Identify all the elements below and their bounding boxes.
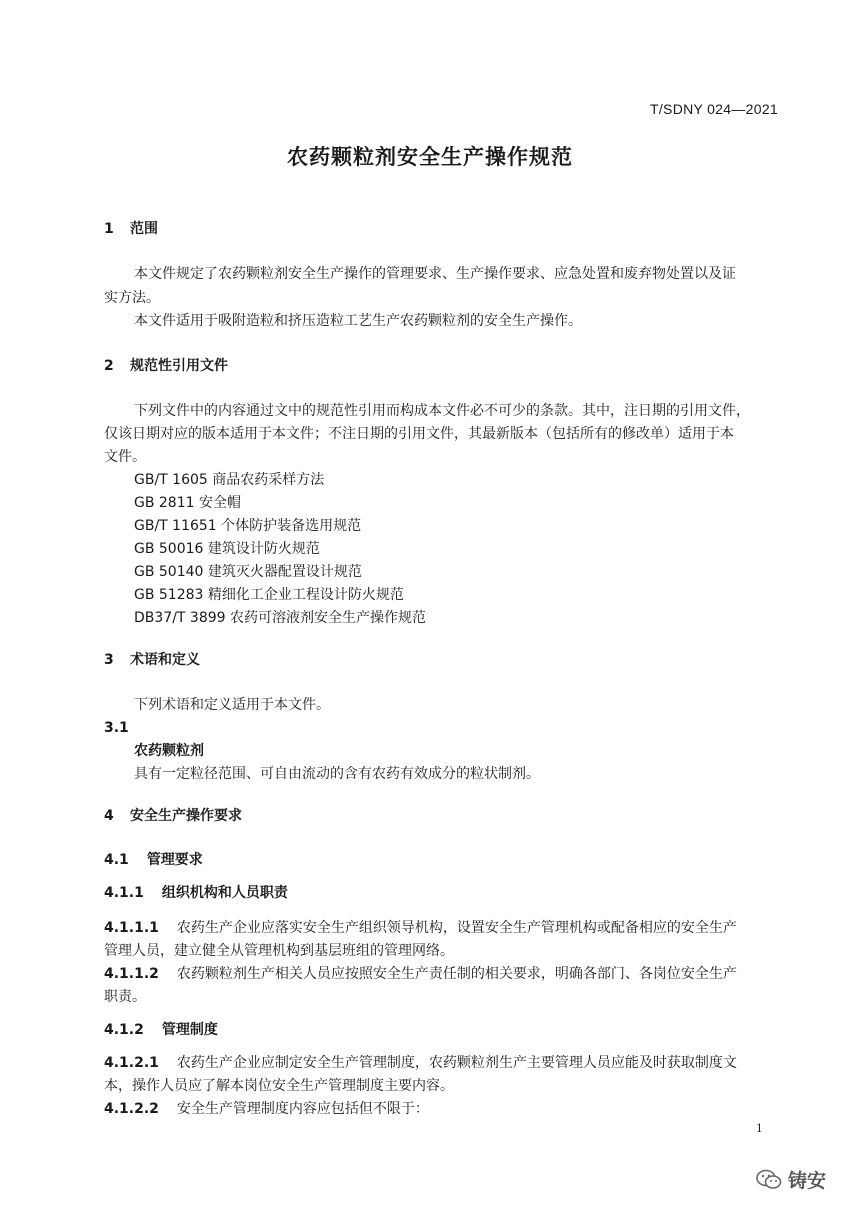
- subsection-number: 4.1.1: [104, 885, 144, 901]
- section-heading: [104, 650, 784, 670]
- reference-item: GB/T 11651 个体防护装备选用规范: [134, 518, 362, 534]
- clause-text: 农药颗粒剂生产相关人员应按照安全生产责任制的相关要求，明确各部门、各岗位安全生产: [176, 966, 737, 982]
- clause-line: [104, 1053, 784, 1073]
- reference-item: DB37/T 3899 农药可溶液剂安全生产操作规范: [134, 610, 426, 626]
- clause-line: [104, 918, 784, 938]
- section-heading: [104, 806, 784, 826]
- subsection-title: 管理制度: [161, 1022, 218, 1038]
- section-heading: [104, 219, 784, 239]
- clause-text: 农药生产企业应落实安全生产组织领导机构，设置安全生产管理机构或配备相应的安全生产: [176, 920, 737, 936]
- paragraph-line: 下列术语和定义适用于本文件。: [134, 697, 330, 713]
- subsection-title: 组织机构和人员职责: [161, 885, 288, 901]
- subsection-heading: [104, 850, 784, 870]
- term-definition: 具有一定粒径范围、可自由流动的含有农药有效成分的粒状制剂。: [134, 766, 540, 782]
- reference-item: GB 2811 安全帽: [134, 495, 241, 511]
- paragraph-line: 职责。: [104, 989, 146, 1005]
- paragraph-line: 管理人员，建立健全从管理机构到基层班组的管理网络。: [104, 943, 454, 959]
- paragraph-line: 实方法。: [104, 290, 160, 306]
- section-number: 1: [104, 221, 114, 237]
- reference-item: GB/T 1605 商品农药采样方法: [134, 472, 325, 488]
- term-number: 3.1: [104, 720, 129, 736]
- reference-item: GB 51283 精细化工企业工程设计防火规范: [134, 587, 404, 603]
- paragraph-line: 本文件规定了农药颗粒剂安全生产操作的管理要求、生产操作要求、应急处置和废弃物处置以及证: [134, 266, 736, 282]
- reference-item: GB 50016 建筑设计防火规范: [134, 541, 320, 557]
- section-number: 4: [104, 808, 114, 824]
- subsection-number: 4.1.2: [104, 1022, 144, 1038]
- document-code: T/SDNY 024—2021: [650, 101, 778, 117]
- paragraph-line: 下列文件中的内容通过文中的规范性引用而构成本文件必不可少的条款。其中，注日期的引用文件，: [134, 403, 750, 419]
- section-title: 术语和定义: [130, 652, 200, 668]
- section-heading: [104, 356, 784, 376]
- section-title: 规范性引用文件: [130, 358, 228, 374]
- section-title: 范围: [130, 221, 158, 237]
- document-title: 农药颗粒剂安全生产操作规范: [287, 145, 573, 169]
- subsection-heading: [104, 1020, 784, 1040]
- clause-text: 安全生产管理制度内容应包括但不限于：: [176, 1101, 429, 1117]
- subsection-title: 管理要求: [146, 852, 203, 868]
- subsection-number: 4.1: [104, 852, 129, 868]
- term-name: 农药颗粒剂: [134, 743, 204, 759]
- wechat-icon: [756, 1169, 782, 1191]
- clause-line: [104, 964, 784, 984]
- clause-line: [104, 1099, 784, 1119]
- section-title: 安全生产操作要求: [130, 808, 242, 824]
- watermark-text: 铸安: [788, 1170, 827, 1192]
- paragraph-line: 仅该日期对应的版本适用于本文件；不注日期的引用文件，其最新版本（包括所有的修改单）适用于本: [104, 426, 734, 442]
- section-number: 3: [104, 652, 114, 668]
- reference-item: GB 50140 建筑灭火器配置设计规范: [134, 564, 362, 580]
- paragraph-line: 本文件适用于吸附造粒和挤压造粒工艺生产农药颗粒剂的安全生产操作。: [134, 313, 582, 329]
- paragraph-line: 本，操作人员应了解本岗位安全生产管理制度主要内容。: [104, 1078, 454, 1094]
- clause-number: 4.1.2.2: [104, 1101, 159, 1117]
- clause-number: 4.1.1.2: [104, 966, 159, 982]
- subsection-heading: [104, 883, 784, 903]
- clause-number: 4.1.2.1: [104, 1055, 159, 1071]
- section-number: 2: [104, 358, 114, 374]
- page-number: 1: [756, 1120, 763, 1135]
- watermark: [756, 1166, 826, 1193]
- clause-text: 农药生产企业应制定安全生产管理制度，农药颗粒剂生产主要管理人员应能及时获取制度文: [176, 1055, 737, 1071]
- clause-number: 4.1.1.1: [104, 920, 159, 936]
- paragraph-line: 文件。: [104, 449, 146, 465]
